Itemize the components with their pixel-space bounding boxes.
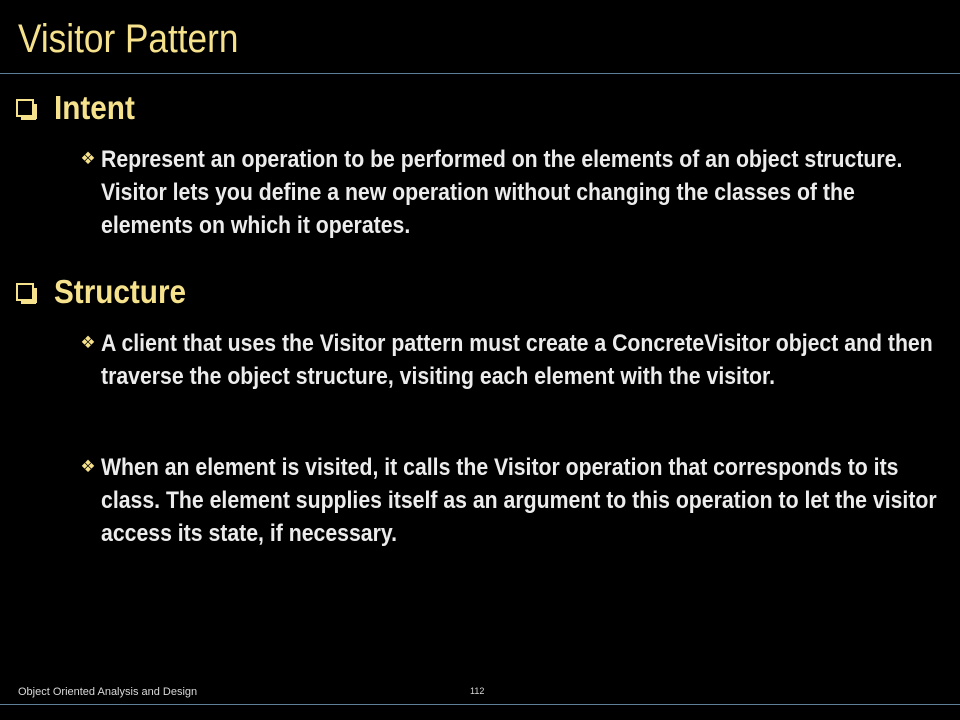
slide-title: Visitor Pattern [18,17,239,61]
section-structure [16,272,201,312]
bullet-structure-1 [78,327,960,393]
checkbox-icon [16,99,34,117]
checkbox-icon [16,283,34,301]
section-heading-intent: Intent [54,89,135,126]
bullet-text: When an element is visited, it calls the Visitor operation that corresponds to its class. The element supplies itself as an argument to this operation to let the visitor access its state, if necessary. [101,454,937,547]
diamond-bullet-icon: ❖ [80,457,96,477]
footer-course-title: Object Oriented Analysis and Design [18,686,198,698]
page-number: 112 [470,686,485,696]
diamond-bullet-icon: ❖ [80,149,96,169]
footer-divider [0,704,960,705]
bullet-text: A client that uses the Visitor pattern must create a ConcreteVisitor object and then traverse the object structure, visiting each element with the visitor. [101,330,933,390]
diamond-bullet-icon: ❖ [80,333,96,353]
bullet-text: Represent an operation to be performed on the elements of an object structure. Visitor lets you define a new operation without changing the classes of the elements on which it operates. [101,146,903,239]
section-intent [16,88,144,128]
title-divider [0,73,960,74]
section-heading-structure: Structure [54,273,187,310]
bullet-intent-1 [78,143,960,242]
bullet-structure-2 [78,451,960,550]
